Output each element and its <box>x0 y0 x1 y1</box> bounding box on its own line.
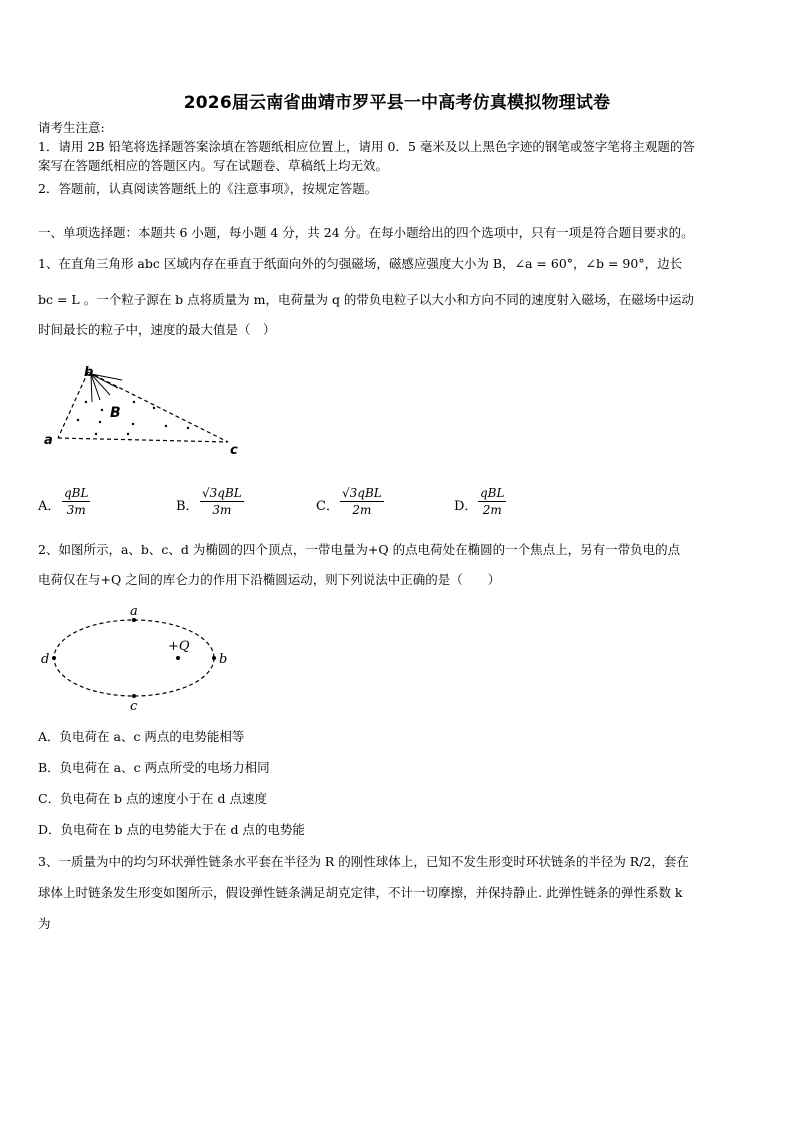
q1-option-c-num: √3qBL <box>342 486 382 500</box>
notice-item-1-line-1: 1．请用 2B 铅笔将选择题答案涂填在答题纸相应位置上，请用 0．5 毫米及以上黑色字迹的钢笔或签字笔将主观题的答 <box>38 139 695 154</box>
q3-stem-line-3: 为 <box>38 916 51 931</box>
q1-option-b-letter: B． <box>176 499 199 514</box>
notice-item-1-line-2: 案写在答题纸相应的答题区内。写在试题卷、草稿纸上均无效。 <box>38 158 389 173</box>
q1-option-a-letter: A． <box>38 499 61 514</box>
q1-option-b-den: 3m <box>212 503 232 517</box>
q3-stem-line-2: 球体上时链条发生形变如图所示，假设弹性链条满足胡克定律，不计一切摩擦，并保持静止. 此弹性链条的弹性系数 k <box>38 885 683 900</box>
q1-stem-line-1: 1、在直角三角形 abc 区域内存在垂直于纸面向外的匀强磁场，磁感应强度大小为 B，∠a = 60°，∠b = 90°，边长 <box>38 256 683 271</box>
q1-label-B: B <box>110 405 121 421</box>
q2-label-q: +Q <box>168 639 190 654</box>
q2-ellipse-figure <box>38 602 238 712</box>
page-title: 2026届云南省曲靖市罗平县一中高考仿真模拟物理试卷 <box>183 93 611 113</box>
q1-option-d-den: 2m <box>482 503 502 517</box>
section-heading: 一、单项选择题：本题共 6 小题，每小题 4 分，共 24 分。在每小题给出的四个选项中，只有一项是符合题目要求的。 <box>38 225 694 240</box>
q2-stem-line-2: 电荷仅在与+Q 之间的库仑力的作用下沿椭圆运动，则下列说法中正确的是（ ） <box>38 572 501 587</box>
q1-option-d-num: qBL <box>480 486 505 500</box>
q1-triangle-figure <box>38 362 258 462</box>
q1-option-a-value <box>62 485 90 518</box>
q1-label-b: b <box>84 365 94 380</box>
q1-option-b-value <box>200 485 244 518</box>
q1-label-a: a <box>44 433 53 448</box>
q1-option-c-value <box>340 485 384 518</box>
q1-label-c: c <box>230 443 238 458</box>
q2-label-d: d <box>41 652 50 667</box>
q3-stem-line-1: 3、一质量为中的均匀环状弹性链条水平套在半径为 R 的刚性球体上，已知不发生形变时环状链条的半径为 R/2，套在 <box>38 854 689 869</box>
q1-option-a-den: 3m <box>66 503 86 517</box>
q1-option-b-num: √3qBL <box>202 486 242 500</box>
q2-option-a: A．负电荷在 a、c 两点的电势能相等 <box>38 729 245 744</box>
q2-label-a: a <box>130 604 138 619</box>
q2-option-c: C．负电荷在 b 点的速度小于在 d 点速度 <box>38 791 267 806</box>
notice-item-2: 2．答题前，认真阅读答题纸上的《注意事项》，按规定答题。 <box>38 181 378 196</box>
q1-stem-line-3: 时间最长的粒子中，速度的最大值是（ ） <box>38 322 276 337</box>
q2-label-b: b <box>219 652 228 667</box>
q2-option-d: D．负电荷在 b 点的电势能大于在 d 点的电势能 <box>38 822 305 837</box>
q1-option-a-num: qBL <box>64 486 89 500</box>
q1-option-d-letter: D． <box>454 499 478 514</box>
q1-stem-line-2: bc = L 。一个粒子源在 b 点将质量为 m，电荷量为 q 的带负电粒子以大小和方向不同的速度射入磁场，在磁场中运动 <box>38 292 694 307</box>
q2-option-b: B．负电荷在 a、c 两点所受的电场力相同 <box>38 760 270 775</box>
q1-option-c-letter: C． <box>316 499 339 514</box>
q2-stem-line-1: 2、如图所示，a、b、c、d 为椭圆的四个顶点，一带电量为+Q 的点电荷处在椭圆的一个焦点上，另有一带负电的点 <box>38 542 681 557</box>
q1-option-c-den: 2m <box>352 503 372 517</box>
q1-option-d-value <box>478 485 506 518</box>
notice-heading: 请考生注意: <box>38 120 105 135</box>
q2-label-c: c <box>130 699 138 714</box>
